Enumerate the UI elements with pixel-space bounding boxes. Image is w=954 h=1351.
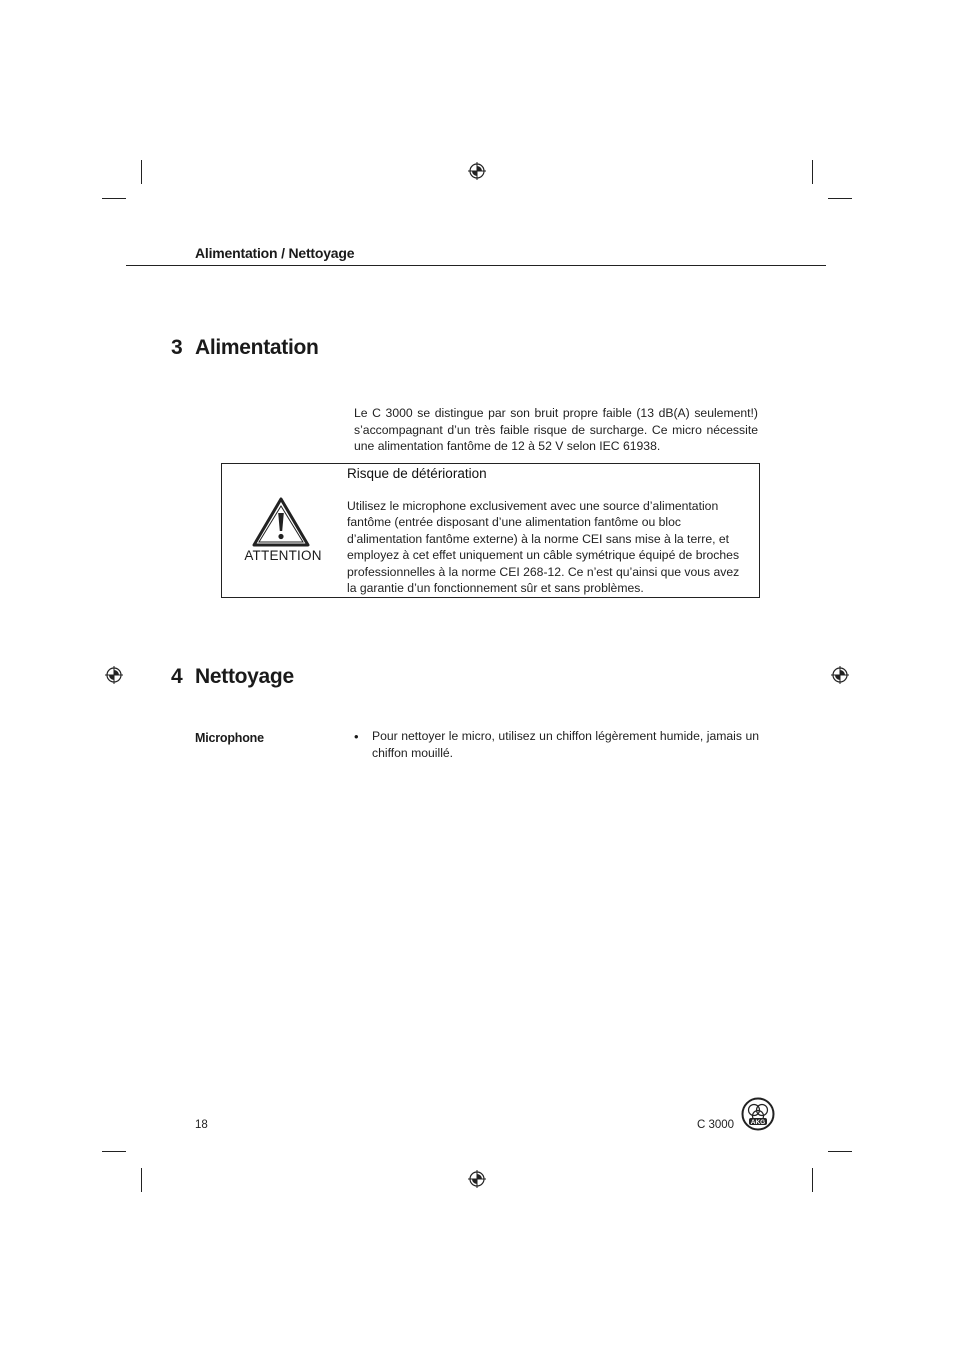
warning-label: ATTENTION [244, 548, 322, 563]
side-label-microphone: Microphone [195, 731, 264, 745]
header-rule [126, 265, 826, 266]
akg-logo-icon [741, 1097, 775, 1131]
registration-mark-icon [105, 666, 123, 684]
section-number: 4 [171, 665, 183, 688]
running-head: Alimentation / Nettoyage [195, 245, 355, 261]
page-number: 18 [195, 1119, 208, 1131]
warning-box [221, 463, 760, 598]
section-number: 3 [171, 336, 183, 359]
crop-mark [812, 160, 813, 184]
warning-text: Utilisez le microphone exclusivement avec une source d’alimentation fantôme (entrée disposant d’une alimentation fantôme ou bloc d’alimentation fantôme externe) à la norme CEI sans mise à la terre, et employez à cet effet uniquement un câble symétrique équipé de broches professionnelles à la norme CEI 268-12. Ce n’est qu’ainsi que vous avez la garantie d’un fonctionnement sûr et sans problèmes. [347, 499, 740, 596]
logo-text: AKG [750, 1119, 766, 1127]
registration-mark-icon [468, 1170, 486, 1188]
warning-title: Risque de détérioration [347, 466, 487, 481]
warning-triangle-icon [251, 496, 311, 548]
crop-mark [141, 160, 142, 184]
crop-mark [102, 198, 126, 199]
bullet-marker: • [354, 729, 359, 744]
intro-paragraph: Le C 3000 se distingue par son bruit propre faible (13 dB(A) seulement!) s’accompagnant d’un très faible risque de surcharge. Ce micro nécessite une alimentation fantôme de 12 à 52 V selon IEC 61938. [354, 406, 758, 453]
section-4-title [171, 665, 294, 689]
section-3-title [171, 336, 319, 360]
model-name: C 3000 [697, 1119, 735, 1131]
cleaning-instruction: Pour nettoyer le micro, utilisez un chiffon légèrement humide, jamais un chiffon mouillé. [372, 729, 759, 760]
section-title-text: Alimentation [195, 336, 319, 359]
crop-mark [828, 198, 852, 199]
crop-mark [102, 1151, 126, 1152]
crop-mark [828, 1151, 852, 1152]
crop-mark [141, 1168, 142, 1192]
section-title-text: Nettoyage [195, 665, 294, 688]
registration-mark-icon [831, 666, 849, 684]
crop-mark [812, 1168, 813, 1192]
registration-mark-icon [468, 162, 486, 180]
